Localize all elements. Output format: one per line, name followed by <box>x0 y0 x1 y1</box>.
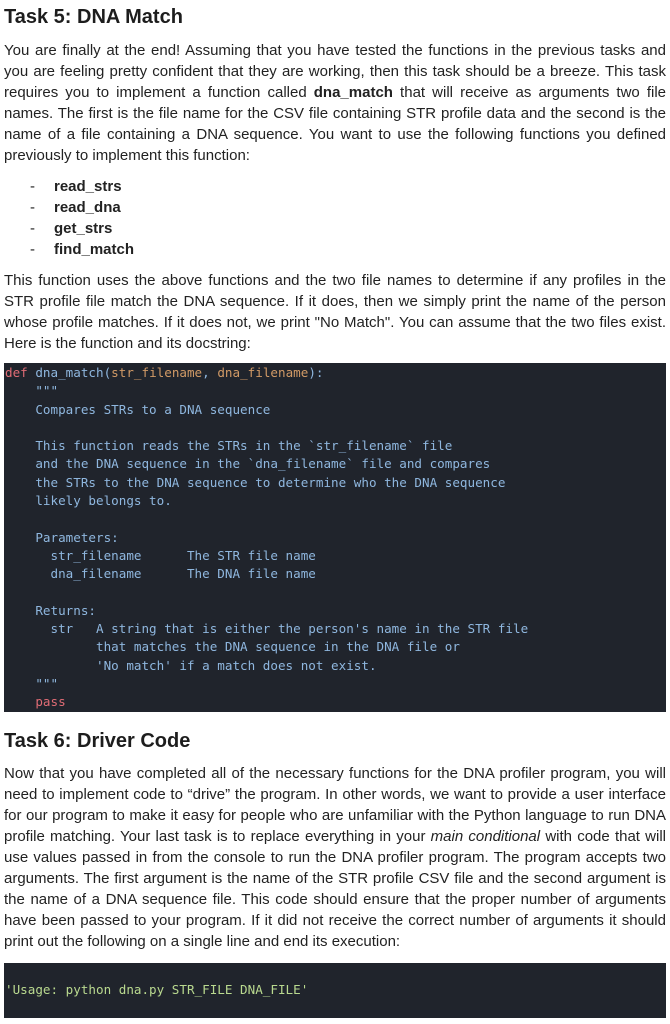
main-conditional-term: main conditional <box>430 828 541 845</box>
required-functions-list <box>30 176 134 260</box>
code-docstring: """ Compares STRs to a DNA sequence This function reads the STRs in the `str_filename` file and the DNA sequence in the `dna_filename` file and compares the STRs to the DNA sequence to determine who the DNA sequence likely belongs to. Parameters: str_filename The STR file name dna_filename The DNA file name Returns: str A string that is either the person's name in the STR file that matches the DNA sequence in the DNA file or 'No match' if a match does not exist. """ <box>5 383 529 692</box>
task6-description: Now that you have completed all of the necessary functions for the DNA profiler program, you will need to implement code to “drive” the program. In other words, we want to provide a user interface for our program to make it easy for people who are unfamiliar with the Python language to run DNA profile matching. Your last task is to replace everything in your main conditional with code that will use values passed in from the console to run the DNA profiler program. The program accepts two arguments. The first argument is the name of the STR profile CSV file and the second argument is the name of a DNA sequence file. This code should ensure that the proper number of arguments have been passed to your program. If it did not receive the correct number of arguments it should print out the following on a single line and end its execution: <box>4 765 667 950</box>
task6-heading: Task 6: Driver Code <box>4 730 191 752</box>
list-item: - read_strs <box>30 178 122 195</box>
usage-message: 'Usage: python dna.py STR_FILE DNA_FILE' <box>5 982 309 997</box>
code-pass-line: pass <box>5 694 66 710</box>
code-def-line: def dna_match(str_filename, dna_filename): <box>5 365 324 380</box>
task5-intro <box>4 40 666 166</box>
task5-intro-part2: that will receive as arguments two file names. The first is the file name for the CSV file containing STR profile data and the second is the name of a file containing a DNA sequence. You want to use the following functions you defined previously to implement this function: <box>4 84 667 164</box>
task5-heading: Task 5: DNA Match <box>4 6 183 28</box>
task5-intro-part1: You are finally at the end! Assuming that you have tested the functions in the previous tasks and you are feeling pretty confident that they are working, then this task should be a breeze. This task requires you to implement a function called <box>4 42 666 101</box>
function-name-dna-match: dna_match <box>313 84 393 101</box>
list-item: - find_match <box>30 241 135 258</box>
list-item: - get_strs <box>30 220 113 237</box>
list-item: - read_dna <box>30 199 121 216</box>
task5-description: This function uses the above functions and the two file names to determine if any profiles in the STR profile file match the DNA sequence. If it does, then we simply print the name of the person whose profile matches. If it does not, we print "No Match". You can assume that the two files exist. Here is the function and its docstring: <box>4 272 666 352</box>
dna-match-code-block <box>4 363 666 712</box>
usage-code-block <box>4 963 666 1018</box>
